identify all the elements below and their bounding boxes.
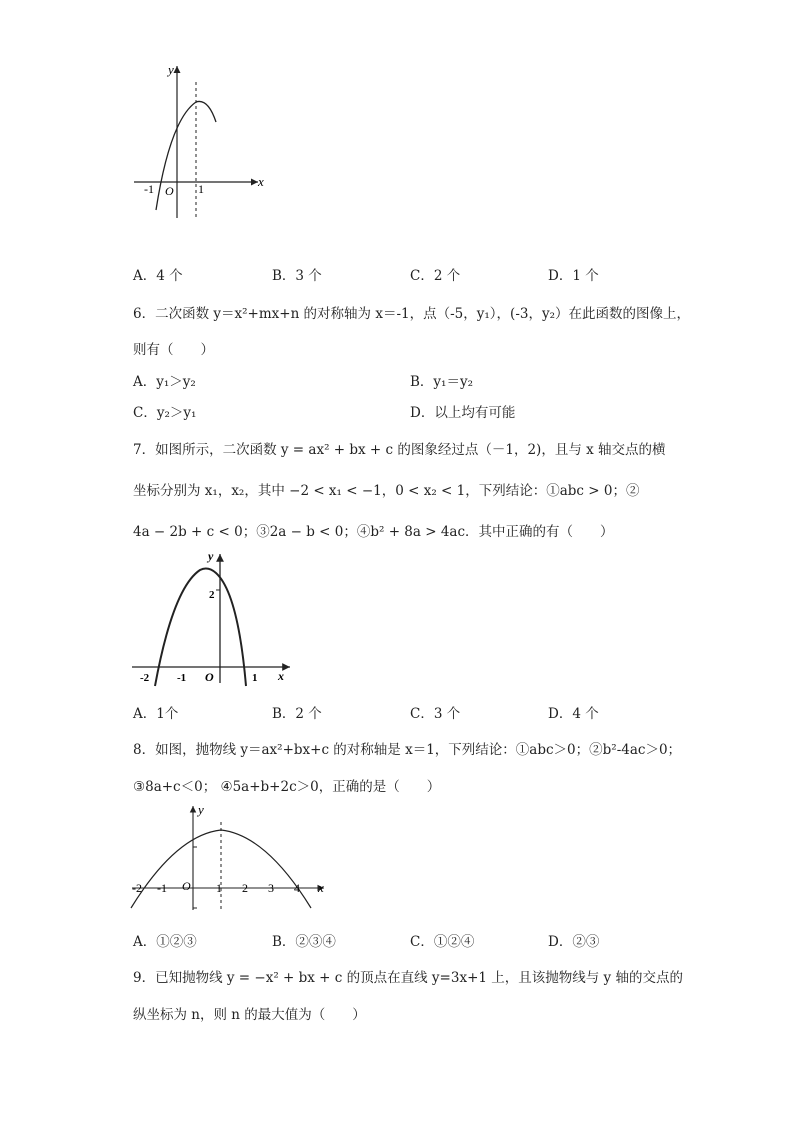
tick-neg2-label: -2 xyxy=(140,672,150,684)
tick-label: -1 xyxy=(157,881,167,895)
q8-stem-line2: ③8a+c＜0； ④5a+b+2c＞0，正确的是（ ） xyxy=(133,779,441,795)
tick-1: 1 xyxy=(198,182,204,196)
q6-option-c[interactable]: C．y₂＞y₁ xyxy=(133,405,197,421)
q6-option-b[interactable]: B．y₁＝y₂ xyxy=(410,374,473,390)
y-axis-label: y xyxy=(198,802,204,817)
q5-option-d[interactable]: D．1 个 xyxy=(548,268,599,284)
q6-stem-line1: 6．二次函数 y＝x²+mx+n 的对称轴为 x＝-1，点（-5，y₁），(-3，y₂）在此函数的图像上， xyxy=(133,306,691,322)
q7-option-c[interactable]: C．3 个 xyxy=(410,706,461,722)
figure-top-graph xyxy=(130,60,270,225)
q8-figure-graph xyxy=(128,800,338,915)
q9-stem-line1: 9．已知抛物线 y = −x² + bx + c 的顶点在直线 y=3x+1 上，且该抛物线与 y 轴的交点的 xyxy=(133,970,683,986)
tick-label: 4 xyxy=(294,881,300,895)
q9-stem-line2: 纵坐标为 n，则 n 的最大值为（ ） xyxy=(133,1007,366,1023)
q7-option-b[interactable]: B．2 个 xyxy=(272,706,322,722)
q8-option-b[interactable]: B．②③④ xyxy=(272,934,336,950)
y-axis-label: y xyxy=(208,549,214,563)
parabola-curve xyxy=(155,569,246,686)
origin-label: O xyxy=(182,879,191,893)
x-axis-label: x xyxy=(258,174,264,189)
origin-label: O xyxy=(165,184,174,198)
tick-label: -2 xyxy=(132,881,142,895)
tick-2-label: 2 xyxy=(209,589,215,601)
q7-option-a[interactable]: A．1个 xyxy=(133,706,179,722)
x-axis-label: x xyxy=(318,880,324,895)
tick-label: 2 xyxy=(242,881,248,895)
q5-option-a[interactable]: A．4 个 xyxy=(133,268,183,284)
tick-label: 3 xyxy=(268,881,274,895)
q7-option-d[interactable]: D．4 个 xyxy=(548,706,599,722)
q5-option-b[interactable]: B．3 个 xyxy=(272,268,322,284)
origin-label: O xyxy=(205,670,214,684)
q6-option-a[interactable]: A．y₁＞y₂ xyxy=(133,374,196,390)
x-axis-label: x xyxy=(278,669,284,683)
q7-stem-line3: 4a − 2b + c < 0；③2a − b < 0；④b² + 8a > 4ac．其中正确的有（ ） xyxy=(133,524,614,540)
q6-stem-line2: 则有（ ） xyxy=(133,342,214,358)
tick-label: 1 xyxy=(216,881,222,895)
y-axis-label: y xyxy=(168,62,174,77)
q7-stem-line2: 坐标分别为 x₁，x₂，其中 −2 < x₁ < −1，0 < x₂ < 1，下列结论：①abc > 0；② xyxy=(133,483,640,499)
tick-neg1: -1 xyxy=(144,182,154,196)
q8-option-a[interactable]: A．①②③ xyxy=(133,934,197,950)
q7-figure-graph xyxy=(128,548,298,688)
tick-neg1-label: -1 xyxy=(177,672,187,684)
q5-option-c[interactable]: C．2 个 xyxy=(410,268,461,284)
q7-stem-line1: 7．如图所示，二次函数 y = ax² + bx + c 的图象经过点（－1，2)，且与 x 轴交点的横 xyxy=(133,442,666,458)
tick-1-label: 1 xyxy=(252,672,258,684)
q8-stem-line1: 8．如图，抛物线 y＝ax²+bx+c 的对称轴是 x＝1，下列结论：①abc＞0；②b²-4ac＞0； xyxy=(133,742,682,758)
q6-option-d[interactable]: D．以上均有可能 xyxy=(410,405,516,421)
q8-option-d[interactable]: D．②③ xyxy=(548,934,600,950)
q8-option-c[interactable]: C．①②④ xyxy=(410,934,475,950)
